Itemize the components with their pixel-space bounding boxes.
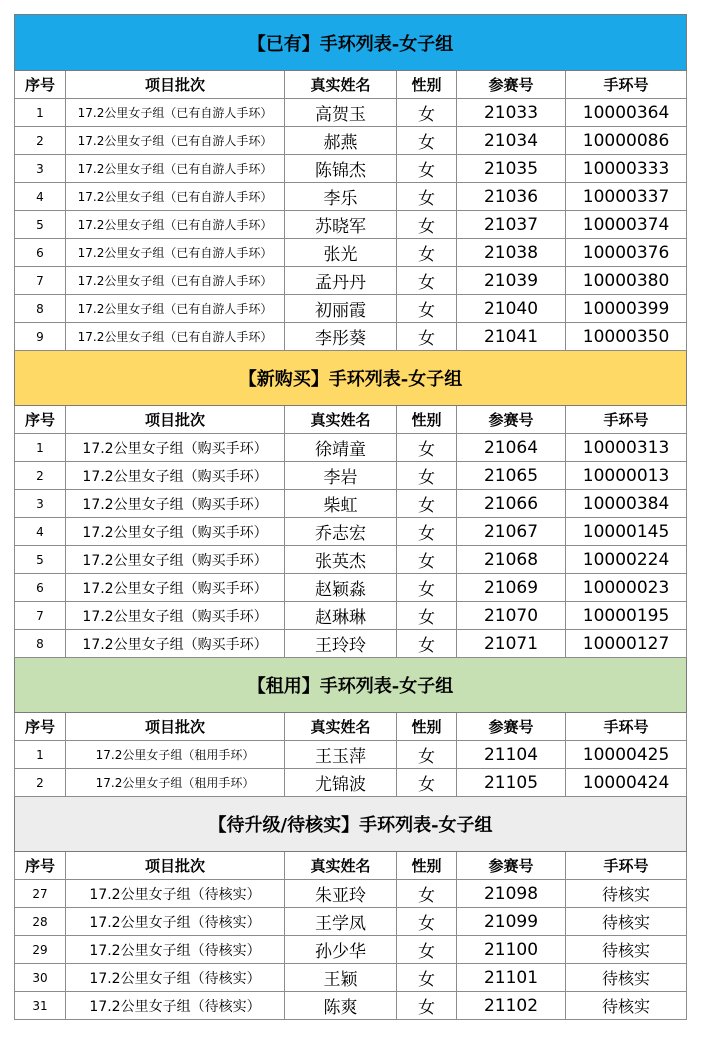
column-header-seq: 序号	[15, 713, 66, 741]
table-header-row	[15, 406, 687, 434]
cell-gender: 女	[397, 155, 457, 183]
cell-seq: 4	[15, 183, 66, 211]
column-header-batch: 项目批次	[66, 71, 285, 99]
cell-name: 赵颖淼	[285, 574, 397, 602]
table-row	[15, 183, 687, 211]
cell-batch: 17.2公里女子组（已有自游人手环）	[66, 155, 285, 183]
cell-gender: 女	[397, 992, 457, 1020]
table-header-row	[15, 852, 687, 880]
cell-gender: 女	[397, 99, 457, 127]
cell-name: 李岩	[285, 462, 397, 490]
table-row	[15, 323, 687, 351]
cell-gender: 女	[397, 574, 457, 602]
cell-name: 李彤葵	[285, 323, 397, 351]
cell-gender: 女	[397, 490, 457, 518]
table-row	[15, 518, 687, 546]
cell-batch: 17.2公里女子组（购买手环）	[66, 630, 285, 658]
cell-batch: 17.2公里女子组（购买手环）	[66, 490, 285, 518]
column-header-band: 手环号	[566, 406, 687, 434]
cell-gender: 女	[397, 880, 457, 908]
cell-seq: 8	[15, 630, 66, 658]
cell-bib: 21033	[457, 99, 566, 127]
cell-band: 待核实	[566, 908, 687, 936]
cell-batch: 17.2公里女子组（已有自游人手环）	[66, 239, 285, 267]
cell-bib: 21101	[457, 964, 566, 992]
cell-gender: 女	[397, 211, 457, 239]
cell-band: 10000364	[566, 99, 687, 127]
wristband-list-sheet	[14, 14, 686, 1020]
cell-seq: 2	[15, 769, 66, 797]
cell-gender: 女	[397, 183, 457, 211]
table-row	[15, 462, 687, 490]
cell-batch: 17.2公里女子组（已有自游人手环）	[66, 183, 285, 211]
table-row	[15, 936, 687, 964]
cell-seq: 5	[15, 211, 66, 239]
cell-band: 待核实	[566, 880, 687, 908]
cell-band: 10000145	[566, 518, 687, 546]
cell-gender: 女	[397, 769, 457, 797]
wristband-table	[14, 14, 687, 1020]
cell-name: 柴虹	[285, 490, 397, 518]
cell-name: 徐靖童	[285, 434, 397, 462]
cell-bib: 21105	[457, 769, 566, 797]
cell-band: 10000127	[566, 630, 687, 658]
cell-name: 高贺玉	[285, 99, 397, 127]
cell-band: 10000313	[566, 434, 687, 462]
cell-seq: 8	[15, 295, 66, 323]
cell-seq: 28	[15, 908, 66, 936]
column-header-gender: 性别	[397, 713, 457, 741]
cell-bib: 21067	[457, 518, 566, 546]
cell-gender: 女	[397, 630, 457, 658]
cell-gender: 女	[397, 518, 457, 546]
cell-batch: 17.2公里女子组（购买手环）	[66, 546, 285, 574]
cell-bib: 21068	[457, 546, 566, 574]
cell-name: 朱亚玲	[285, 880, 397, 908]
section-title-row	[15, 797, 687, 852]
table-row	[15, 964, 687, 992]
cell-gender: 女	[397, 964, 457, 992]
column-header-seq: 序号	[15, 406, 66, 434]
cell-batch: 17.2公里女子组（已有自游人手环）	[66, 323, 285, 351]
cell-batch: 17.2公里女子组（已有自游人手环）	[66, 267, 285, 295]
table-row	[15, 602, 687, 630]
column-header-name: 真实姓名	[285, 713, 397, 741]
cell-name: 孟丹丹	[285, 267, 397, 295]
cell-batch: 17.2公里女子组（租用手环）	[66, 741, 285, 769]
column-header-bib: 参赛号	[457, 713, 566, 741]
cell-batch: 17.2公里女子组（已有自游人手环）	[66, 99, 285, 127]
cell-seq: 2	[15, 127, 66, 155]
cell-seq: 7	[15, 602, 66, 630]
table-row	[15, 295, 687, 323]
column-header-batch: 项目批次	[66, 406, 285, 434]
cell-seq: 3	[15, 155, 66, 183]
cell-gender: 女	[397, 936, 457, 964]
table-header-row	[15, 713, 687, 741]
cell-batch: 17.2公里女子组（购买手环）	[66, 518, 285, 546]
cell-name: 郝燕	[285, 127, 397, 155]
cell-band: 10000224	[566, 546, 687, 574]
table-row	[15, 267, 687, 295]
table-row	[15, 211, 687, 239]
cell-name: 王玉萍	[285, 741, 397, 769]
cell-gender: 女	[397, 602, 457, 630]
cell-gender: 女	[397, 295, 457, 323]
table-row	[15, 434, 687, 462]
column-header-band: 手环号	[566, 71, 687, 99]
cell-name: 王颖	[285, 964, 397, 992]
cell-band: 10000376	[566, 239, 687, 267]
cell-seq: 2	[15, 462, 66, 490]
cell-gender: 女	[397, 127, 457, 155]
column-header-batch: 项目批次	[66, 713, 285, 741]
column-header-bib: 参赛号	[457, 852, 566, 880]
cell-band: 待核实	[566, 936, 687, 964]
cell-seq: 29	[15, 936, 66, 964]
cell-seq: 1	[15, 741, 66, 769]
table-row	[15, 574, 687, 602]
cell-band: 10000425	[566, 741, 687, 769]
cell-batch: 17.2公里女子组（待核实）	[66, 964, 285, 992]
cell-gender: 女	[397, 741, 457, 769]
cell-band: 待核实	[566, 992, 687, 1020]
column-header-bib: 参赛号	[457, 406, 566, 434]
cell-name: 乔志宏	[285, 518, 397, 546]
table-row	[15, 630, 687, 658]
cell-name: 王学凤	[285, 908, 397, 936]
cell-name: 李乐	[285, 183, 397, 211]
cell-bib: 21071	[457, 630, 566, 658]
cell-gender: 女	[397, 323, 457, 351]
column-header-name: 真实姓名	[285, 71, 397, 99]
cell-batch: 17.2公里女子组（待核实）	[66, 908, 285, 936]
cell-name: 张光	[285, 239, 397, 267]
cell-batch: 17.2公里女子组（购买手环）	[66, 434, 285, 462]
cell-band: 10000023	[566, 574, 687, 602]
cell-band: 10000013	[566, 462, 687, 490]
cell-bib: 21034	[457, 127, 566, 155]
cell-bib: 21065	[457, 462, 566, 490]
cell-bib: 21035	[457, 155, 566, 183]
cell-batch: 17.2公里女子组（购买手环）	[66, 574, 285, 602]
column-header-band: 手环号	[566, 852, 687, 880]
cell-batch: 17.2公里女子组（待核实）	[66, 992, 285, 1020]
column-header-seq: 序号	[15, 852, 66, 880]
table-header-row	[15, 71, 687, 99]
cell-bib: 21064	[457, 434, 566, 462]
table-row	[15, 155, 687, 183]
cell-bib: 21041	[457, 323, 566, 351]
cell-bib: 21104	[457, 741, 566, 769]
cell-seq: 5	[15, 546, 66, 574]
cell-name: 苏晓军	[285, 211, 397, 239]
column-header-batch: 项目批次	[66, 852, 285, 880]
cell-seq: 7	[15, 267, 66, 295]
section-title: 【新购买】手环列表-女子组	[15, 351, 687, 406]
table-row	[15, 908, 687, 936]
cell-bib: 21102	[457, 992, 566, 1020]
table-row	[15, 880, 687, 908]
cell-band: 10000350	[566, 323, 687, 351]
cell-gender: 女	[397, 462, 457, 490]
cell-band: 10000195	[566, 602, 687, 630]
table-row	[15, 741, 687, 769]
cell-bib: 21070	[457, 602, 566, 630]
cell-bib: 21036	[457, 183, 566, 211]
cell-batch: 17.2公里女子组（待核实）	[66, 936, 285, 964]
section-title: 【已有】手环列表-女子组	[15, 15, 687, 71]
cell-band: 10000380	[566, 267, 687, 295]
cell-bib: 21040	[457, 295, 566, 323]
cell-band: 10000424	[566, 769, 687, 797]
cell-batch: 17.2公里女子组（购买手环）	[66, 462, 285, 490]
column-header-name: 真实姓名	[285, 852, 397, 880]
cell-name: 赵琳琳	[285, 602, 397, 630]
cell-bib: 21098	[457, 880, 566, 908]
column-header-name: 真实姓名	[285, 406, 397, 434]
cell-batch: 17.2公里女子组（租用手环）	[66, 769, 285, 797]
cell-bib: 21069	[457, 574, 566, 602]
cell-gender: 女	[397, 267, 457, 295]
table-row	[15, 490, 687, 518]
column-header-gender: 性别	[397, 406, 457, 434]
cell-bib: 21099	[457, 908, 566, 936]
column-header-gender: 性别	[397, 71, 457, 99]
cell-bib: 21039	[457, 267, 566, 295]
cell-name: 张英杰	[285, 546, 397, 574]
table-row	[15, 99, 687, 127]
table-row	[15, 992, 687, 1020]
cell-seq: 9	[15, 323, 66, 351]
section-title: 【租用】手环列表-女子组	[15, 658, 687, 713]
cell-band: 10000333	[566, 155, 687, 183]
cell-seq: 6	[15, 239, 66, 267]
cell-band: 10000399	[566, 295, 687, 323]
cell-band: 待核实	[566, 964, 687, 992]
column-header-band: 手环号	[566, 713, 687, 741]
cell-bib: 21037	[457, 211, 566, 239]
cell-seq: 30	[15, 964, 66, 992]
cell-seq: 27	[15, 880, 66, 908]
cell-bib: 21066	[457, 490, 566, 518]
cell-name: 孙少华	[285, 936, 397, 964]
section-title-row	[15, 658, 687, 713]
table-row	[15, 769, 687, 797]
table-row	[15, 239, 687, 267]
section-title-row	[15, 15, 687, 71]
cell-seq: 6	[15, 574, 66, 602]
cell-batch: 17.2公里女子组（已有自游人手环）	[66, 295, 285, 323]
cell-band: 10000337	[566, 183, 687, 211]
cell-gender: 女	[397, 546, 457, 574]
cell-name: 陈爽	[285, 992, 397, 1020]
cell-name: 陈锦杰	[285, 155, 397, 183]
column-header-seq: 序号	[15, 71, 66, 99]
table-row	[15, 127, 687, 155]
cell-batch: 17.2公里女子组（已有自游人手环）	[66, 211, 285, 239]
section-title: 【待升级/待核实】手环列表-女子组	[15, 797, 687, 852]
cell-band: 10000086	[566, 127, 687, 155]
cell-batch: 17.2公里女子组（购买手环）	[66, 602, 285, 630]
cell-band: 10000384	[566, 490, 687, 518]
cell-band: 10000374	[566, 211, 687, 239]
column-header-bib: 参赛号	[457, 71, 566, 99]
cell-seq: 1	[15, 99, 66, 127]
cell-batch: 17.2公里女子组（待核实）	[66, 880, 285, 908]
cell-batch: 17.2公里女子组（已有自游人手环）	[66, 127, 285, 155]
cell-seq: 31	[15, 992, 66, 1020]
cell-gender: 女	[397, 908, 457, 936]
table-row	[15, 546, 687, 574]
cell-seq: 3	[15, 490, 66, 518]
cell-gender: 女	[397, 434, 457, 462]
cell-seq: 1	[15, 434, 66, 462]
section-title-row	[15, 351, 687, 406]
cell-seq: 4	[15, 518, 66, 546]
cell-name: 初丽霞	[285, 295, 397, 323]
cell-bib: 21100	[457, 936, 566, 964]
cell-gender: 女	[397, 239, 457, 267]
cell-name: 尤锦波	[285, 769, 397, 797]
cell-name: 王玲玲	[285, 630, 397, 658]
cell-bib: 21038	[457, 239, 566, 267]
column-header-gender: 性别	[397, 852, 457, 880]
